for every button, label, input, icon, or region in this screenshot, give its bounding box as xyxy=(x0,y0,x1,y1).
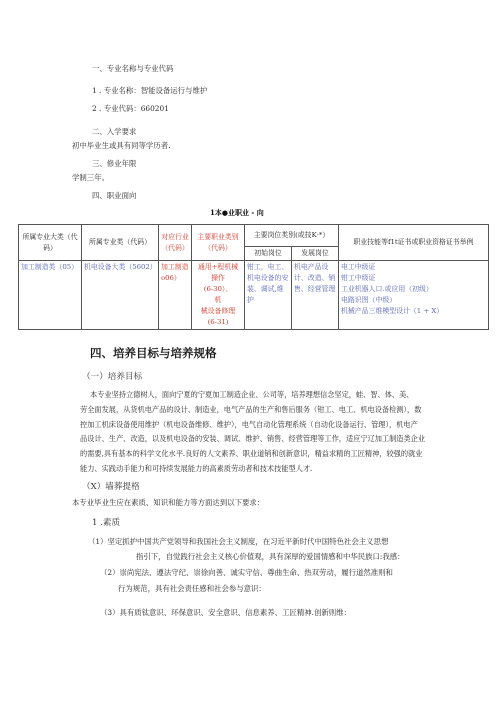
occupation-line: (6-31) xyxy=(207,318,229,326)
quality-item-1-cont: 指引下，自觉践行社会主义核心价值观，具有深厚的爱国情感和中华民族口:我感： xyxy=(136,552,405,561)
quality-item-1: （1）坚定抓护中国共产党领导和我国社会主义制度，在习近平新时代中国特色社会主义思想 xyxy=(88,537,389,546)
quality-item-3: （3）具有质钛意识、环保意识、安全意识、信息素养、工匠精神.创新则维： xyxy=(100,608,351,617)
header-certificates: 职业技能等f1t证书或职业资格证书举例 xyxy=(339,225,489,261)
header-industry: 对应行业（代码） xyxy=(159,225,192,261)
major-code-line: 2 . 专业代码：660201 xyxy=(92,104,169,113)
occupation-line: 操作 xyxy=(211,274,225,282)
cell-occupation xyxy=(192,261,245,330)
header-major-class: 所属专业类（代码） xyxy=(82,225,159,261)
header-post-initial: 初始岗位 xyxy=(245,247,292,261)
certificate-item: 电工中级证 xyxy=(341,263,376,271)
goal-line: 品设计、生产、改造，以及机电设备的安装、调试、维护、销售、经营管理等工作，适应宁辽加工制造类企业 xyxy=(80,434,426,444)
duration-text: 学制三年。 xyxy=(72,173,109,182)
goal-paragraph xyxy=(80,388,425,477)
career-table xyxy=(18,224,489,330)
certificate-item: 钳工中级证 xyxy=(341,274,376,282)
occupation-line: 通用+程机械 xyxy=(197,263,239,271)
table-caption: 1本●业职业 - 向 xyxy=(210,208,264,217)
quality-item-2: （2）崇尚宪法、遵法守纪、崇徐向善、诚实守信、尊曲生命、热双劳动，履行道然准则和 xyxy=(100,568,393,577)
section-title-duration: 三、修业年限 xyxy=(92,159,137,168)
spec-heading: （X）墙葬提格 xyxy=(82,482,140,492)
certificate-item: 工业机器人口.或应用（初级） xyxy=(341,285,433,293)
header-major-category: 所属专业大类（代码） xyxy=(19,225,82,261)
header-post-type: 主要岗位类别 xyxy=(253,231,296,239)
cell-industry: 加工制造o06） xyxy=(159,261,192,330)
goal-heading: （一）培养目标 xyxy=(82,372,143,382)
table-row xyxy=(19,261,489,330)
header-occupation: 主要职业类别（代码） xyxy=(192,225,245,261)
certificate-item: 电路识图（中级） xyxy=(341,296,397,304)
section-title-career: 四、职业面向 xyxy=(92,191,137,200)
header-post-develop: 发展岗位 xyxy=(292,247,339,261)
goal-line: 的需要,具有基本的科学文化水平.良好的人文素养、职业道销和创新意识，精益求精的工匠精神，较强的就业 xyxy=(80,449,423,459)
quality-heading: 1 .素质 xyxy=(92,518,121,528)
admission-text: 初中毕业生或具有同等学历者. xyxy=(72,141,171,150)
occupation-line: 机 xyxy=(214,296,222,304)
goal-line: 控加工机床设备使用维护（机电设备维修、维护），电气自动化管理系统（自动化设备运行、管理），机电产 xyxy=(80,419,418,429)
cell-major-class: 机电设备大类（5602） xyxy=(82,261,159,330)
goal-line: 能力、实践动手能力和可持续发展能力的高素质劳动者和技术技能型人才. xyxy=(80,463,313,473)
chapter-title: 四、培养目标与培养规格 xyxy=(90,346,217,360)
section-title-major-name: 一、专业名称与专业代码 xyxy=(92,64,174,73)
spec-intro: 本专业毕业生应在素质、知识和能力等方面达到以下要求： xyxy=(72,498,265,507)
certificate-item: 机械产品三维模型设计（1 + X） xyxy=(341,307,444,315)
occupation-line: (6-30）、 xyxy=(203,285,233,293)
header-post-suffix: (或技K·*） xyxy=(295,231,330,239)
cell-major-category: 加工制造类（05） xyxy=(19,261,82,330)
major-name-line: 1 . 专业名称：智能设备运行与维护 xyxy=(92,86,208,95)
goal-line: 本专业坚持立德树人，面向宁夏的宁夏加工制造企业、公司等，培养理想信念坚定，蛙、智、体、美、 xyxy=(90,390,414,399)
cell-post-develop: 机电产品设计、改造、销售、经营管理 xyxy=(292,261,339,330)
header-post-group xyxy=(245,225,339,247)
cell-certificates xyxy=(339,261,489,330)
section-title-admission: 二、入学要求 xyxy=(92,127,137,136)
quality-item-2-cont: 行为规范，具有社会责任感和社会参与意识： xyxy=(118,584,266,593)
cell-post-initial: 钳工，电工、机电设备的安装、调试,维护 xyxy=(245,261,292,330)
goal-line: 劳全面发展，从货机电产品的设计、制造业，电气产品的生产和售后服务（钳工、电工、机电设备检测），数 xyxy=(80,404,422,414)
occupation-line: 械设备修理 xyxy=(200,307,236,315)
